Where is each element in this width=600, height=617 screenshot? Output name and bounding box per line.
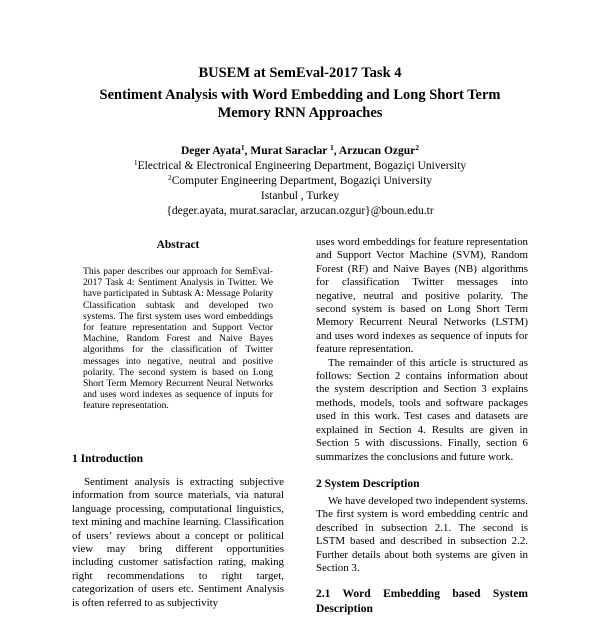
left-column [72, 238, 284, 609]
affiliation-2 [0, 174, 600, 189]
affiliation-1 [0, 159, 600, 174]
section-1-text: Sentiment analysis is extracting subjective information from source materials, via natural language processing, computational linguistics, text mining and machine learning. Classification of users’ reviews about a concept or political view may bring different opportunities including customer satisfaction rating, making right recommendations to right target, categorization of users etc. Sentiment Analysis is often referred to as subjectivity [72, 476, 284, 609]
affiliation-2-text: Computer Engineering Department, Bogaziçi University [171, 175, 433, 187]
section-2-heading: 2 System Description [316, 477, 420, 490]
author-separator: , [244, 145, 251, 157]
author-3-affil-mark: 2 [415, 143, 420, 152]
affiliation-1-mark: 1 [133, 158, 138, 167]
author-2-name: Murat Saraclar [250, 145, 331, 157]
paper-title-line-1: BUSEM at SemEval-2017 Task 4 [198, 65, 402, 81]
author-3-name: Arzucan Ozgur [338, 145, 416, 157]
affiliation-2-mark: 2 [167, 173, 172, 182]
paper-title-line-2: Sentiment Analysis with Word Embedding and Long Short Term [99, 87, 501, 103]
paper-title-line-3: Memory RNN Approaches [217, 105, 383, 121]
right-column [316, 236, 528, 617]
abstract-heading: Abstract [156, 239, 200, 251]
author-list [0, 144, 600, 159]
abstract-text: This paper describes our approach for SemEval-2017 Task 4: Sentiment Analysis in Twitter. We have participated in Subtask A: Message Polarity Classification subtask and developed two systems. The first system uses word embeddings for feature representation and Support Vector Machine, Random Forest and Naive Bayes algorithms for the classification of Twitter messages into negative, neutral and positive polarity. The second system is based on Long Short Term Memory Recurrent Neural Networks and uses word indexes as sequence of inputs for feature representation. [83, 266, 273, 412]
right-paragraph-2: The remainder of this article is structured as follows: Section 2 contains information about the system description and Section 3 explains methods, models, tools and software packages used in this work. Test cases and datasets are explained in Section 4. Results are given in Section 5 with discussions. Finally, section 6 summarizes the conclusions and future work. [316, 356, 528, 463]
subsection-2-1-heading: 2.1 Word Embedding based System Description [316, 588, 528, 616]
author-emails: {deger.ayata, murat.saraclar, arzucan.ozgur}@boun.edu.tr [166, 205, 434, 217]
right-paragraph-1: uses word embeddings for feature representation and Support Vector Machine (SVM), Random Forest (RF) and Naive Bayes (NB) algorithms for classification Twitter messages into negative, neutral and positive polarity. The second system is based on Long Short Term Memory Recurrent Neural Networks (LSTM) and uses word indexes as sequence of inputs for feature representation. [316, 236, 528, 356]
author-1-name: Deger Ayata [180, 145, 241, 157]
affiliation-city: Istanbul , Turkey [260, 190, 340, 202]
section-2-text: We have developed two independent systems. The first system is word embedding centric and described in subsection 2.1. The second is LSTM based and described in subsection 2.2. Further details about both systems are given in Section 3. [316, 494, 528, 574]
author-2-affil-mark: 1 [330, 143, 334, 152]
author-1-affil-mark: 1 [240, 143, 245, 152]
affiliation-1-text: Electrical & Electronical Engineering Department, Bogaziçi University [137, 160, 467, 172]
author-separator: , [333, 145, 339, 157]
section-1-heading: 1 Introduction [72, 453, 144, 465]
